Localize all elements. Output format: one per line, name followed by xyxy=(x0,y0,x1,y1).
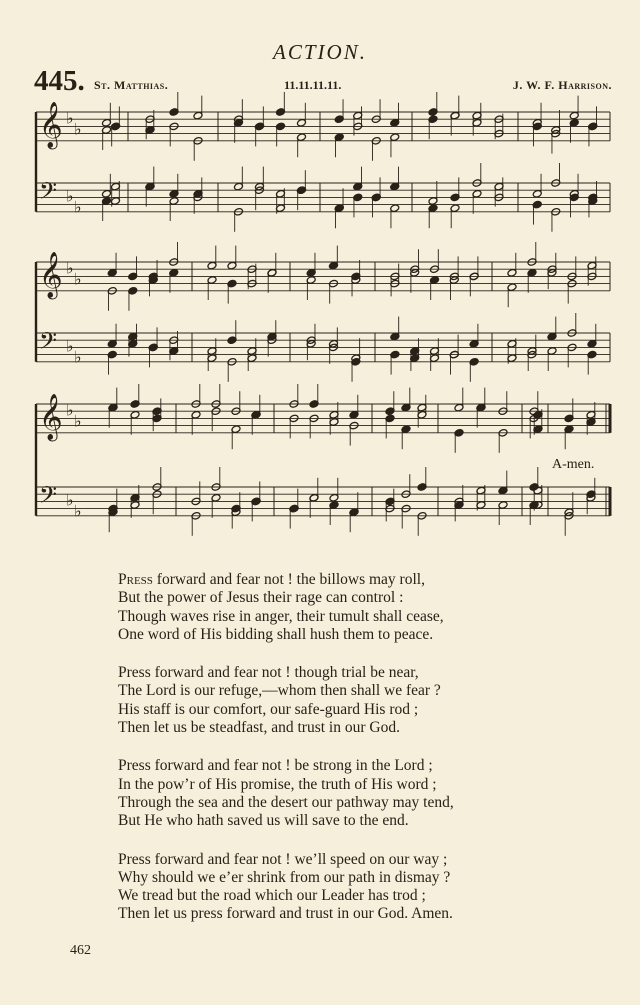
flat-sign-icon: ♭ xyxy=(66,186,74,206)
stanza-line: Then let us be steadfast, and trust in our God. xyxy=(118,719,400,737)
stanza-line: Through the sea and the desert our pathway may tend, xyxy=(118,793,454,811)
stanza-line: Though waves rise in anger, their tumult shall cease, xyxy=(118,607,444,625)
stanza-line: One word of His bidding shall hush them to peace. xyxy=(118,625,434,643)
stanza-line: Why should we e’er shrink from our path in dismay ? xyxy=(118,868,451,886)
flat-sign-icon: ♭ xyxy=(74,119,82,139)
stanza-line: But the power of Jesus their rage can control : xyxy=(118,589,404,607)
page-number: 462 xyxy=(70,943,91,958)
stanza-line: Press forward and fear not ! the billows may roll, xyxy=(118,571,425,588)
flat-sign-icon: ♭ xyxy=(66,258,74,278)
stanza-3 xyxy=(118,757,618,830)
stanza-line: Press forward and fear not ! we’ll speed on our way ; xyxy=(118,850,448,868)
bass-clef-icon: 𝄢 xyxy=(39,481,58,514)
bass-clef-icon: 𝄢 xyxy=(39,177,58,210)
flat-sign-icon: ♭ xyxy=(74,501,82,521)
treble-clef-icon: 𝄞 xyxy=(39,102,63,148)
stanza-line: Press forward and fear not ! though trial be near, xyxy=(118,664,419,682)
flat-sign-icon: ♭ xyxy=(74,269,82,289)
stanza-line: His staff is our comfort, our safe-guard His rod ; xyxy=(118,700,419,718)
flat-sign-icon: ♭ xyxy=(66,108,74,128)
stanza-1 xyxy=(118,571,618,644)
stanza-line: The Lord is our refuge,—whom then shall we fear ? xyxy=(118,682,441,700)
stanza-4 xyxy=(118,851,618,924)
flat-sign-icon: ♭ xyxy=(74,411,82,431)
stanza-line: Then let us press forward and trust in our God. Amen. xyxy=(118,905,453,923)
hymn-text xyxy=(118,571,618,944)
flat-sign-icon: ♭ xyxy=(66,336,74,356)
bass-clef-icon: 𝄢 xyxy=(39,327,58,360)
flat-sign-icon: ♭ xyxy=(74,197,82,217)
treble-clef-icon: 𝄞 xyxy=(39,252,63,298)
meter: 11.11.11.11. xyxy=(284,78,342,92)
stanza-2 xyxy=(118,664,618,737)
stanza-line: In the pow’r of His promise, the truth of His word ; xyxy=(118,775,437,793)
section-heading: ACTION. xyxy=(273,40,367,64)
amen-lyric: A-men. xyxy=(552,457,595,472)
stanza-line: Press forward and fear not ! be strong in the Lord ; xyxy=(118,757,433,775)
composer: J. W. F. Harrison. xyxy=(512,78,612,92)
flat-sign-icon: ♭ xyxy=(66,400,74,420)
flat-sign-icon: ♭ xyxy=(66,490,74,510)
stanza-line: We tread but the road which our Leader has trod ; xyxy=(118,887,426,905)
treble-clef-icon: 𝄞 xyxy=(39,394,63,440)
hymn-number: 445. xyxy=(34,65,85,97)
tune-name: St. Matthias. xyxy=(94,78,169,92)
flat-sign-icon: ♭ xyxy=(74,347,82,367)
stanza-line: But He who hath saved us will save to the end. xyxy=(118,812,409,830)
